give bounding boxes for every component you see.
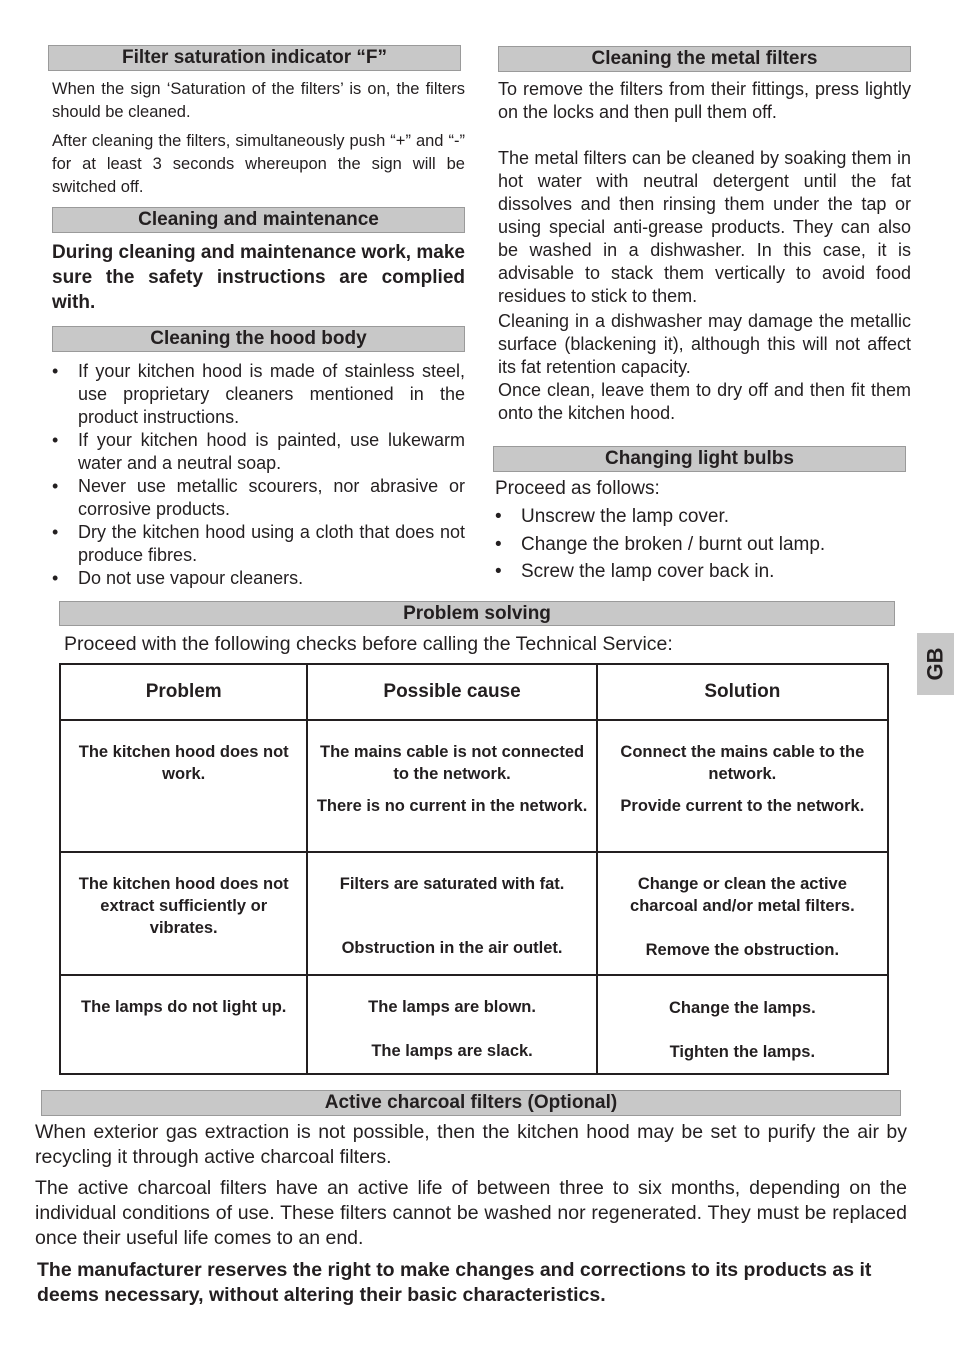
cause-text: The lamps are blown.	[368, 998, 536, 1016]
light-bulbs-heading: Changing light bulbs	[493, 446, 906, 472]
list-item: • If your kitchen hood is painted, use lukewarm water and a neutral soap.	[52, 429, 465, 475]
solution-text: Provide current to the network.	[620, 797, 865, 815]
metal-filters-text-1: To remove the filters from their fittings, press lightly on the locks and then pull them off.	[498, 79, 911, 122]
column-header-solution: Solution	[597, 664, 888, 720]
cause-cell	[307, 720, 596, 852]
charcoal-filters-text-2: The active charcoal filters have an active life of between three to six months, depending on the individual conditions of use. These filters cannot be washed nor regenerated. They must be replaced once their useful life comes to an end.	[35, 1177, 907, 1249]
filter-indicator-text-2: After cleaning the filters, simultaneously push “+” and “-” for at least 3 seconds whereupon the sign will be switched off.	[52, 132, 465, 196]
problem-text: The kitchen hood does not extract sufficiently or vibrates.	[78, 875, 289, 937]
list-item: • Do not use vapour cleaners.	[52, 567, 465, 590]
list-item: • If your kitchen hood is made of stainless steel, use proprietary cleaners mentioned in the product instructions.	[52, 360, 465, 429]
column-header-problem: Problem	[60, 664, 307, 720]
filter-indicator-heading: Filter saturation indicator “F”	[48, 45, 461, 71]
cause-cell	[307, 852, 596, 975]
list-item: • Never use metallic scourers, nor abrasive or corrosive products.	[52, 475, 465, 521]
solution-cell	[597, 720, 888, 852]
table-header-row	[60, 664, 888, 720]
list-item: • Unscrew the lamp cover.	[495, 503, 908, 531]
solution-text: Connect the mains cable to the network.	[620, 743, 865, 783]
column-header-cause: Possible cause	[307, 664, 596, 720]
filter-indicator-text-1: When the sign ‘Saturation of the filters’ is on, the filters should be cleaned.	[52, 80, 465, 121]
language-tab-label: GB	[922, 647, 948, 681]
list-item: • Dry the kitchen hood using a cloth that does not produce fibres.	[52, 521, 465, 567]
list-item: • Screw the lamp cover back in.	[495, 558, 908, 586]
problem-cell	[60, 720, 307, 852]
problem-solving-intro: Proceed with the following checks before calling the Technical Service:	[64, 633, 673, 655]
manufacturer-notice: The manufacturer reserves the right to make changes and corrections to its products as it deems necessary, without altering their basic characteristics.	[37, 1259, 872, 1306]
problem-solving-table	[59, 663, 889, 1075]
solution-text: Tighten the lamps.	[669, 1043, 816, 1061]
cause-text: There is no current in the network.	[316, 797, 588, 815]
solution-text: Change the lamps.	[669, 999, 816, 1017]
cause-text: The lamps are slack.	[371, 1042, 533, 1060]
metal-filters-text-3: Cleaning in a dishwasher may damage the metallic surface (blackening it), although this will not affect its fat retention capacity.	[498, 311, 911, 377]
cause-text: Obstruction in the air outlet.	[341, 939, 563, 957]
language-tab	[917, 633, 954, 695]
problem-solving-heading: Problem solving	[59, 601, 895, 626]
metal-filters-heading: Cleaning the metal filters	[498, 46, 911, 72]
safety-instructions-text: During cleaning and maintenance work, make sure the safety instructions are complied with.	[52, 242, 465, 313]
cause-cell	[307, 975, 596, 1074]
table-row	[60, 975, 888, 1074]
metal-filters-text-4: Once clean, leave them to dry off and then fit them onto the kitchen hood.	[498, 380, 911, 423]
light-bulbs-intro: Proceed as follows:	[495, 478, 660, 499]
problem-text: The lamps do not light up.	[81, 998, 287, 1016]
problem-text: The kitchen hood does not work.	[78, 743, 289, 783]
solution-text: Remove the obstruction.	[645, 941, 840, 959]
cause-text: Filters are saturated with fat.	[339, 875, 565, 893]
metal-filters-text-2: The metal filters can be cleaned by soaking them in hot water with neutral detergent until the fat dissolves and then rinsing them under the tap or using special anti-grease products. They can also be washed in a dishwasher. In this case, it is advisable to stack them vertically to avoid food residues to stick to them.	[498, 148, 911, 306]
light-bulbs-list	[495, 503, 908, 586]
cause-text: The mains cable is not connected to the network.	[320, 743, 585, 783]
charcoal-filters-text-1: When exterior gas extraction is not possible, then the kitchen hood may be set to purify the air by recycling it through active charcoal filters.	[35, 1121, 907, 1168]
solution-text: Change or clean the active charcoal and/or metal filters.	[630, 875, 855, 915]
table-row	[60, 852, 888, 975]
hood-body-heading: Cleaning the hood body	[52, 326, 465, 352]
hood-body-list	[52, 360, 465, 590]
charcoal-filters-heading: Active charcoal filters (Optional)	[41, 1090, 901, 1116]
cleaning-maintenance-heading: Cleaning and maintenance	[52, 207, 465, 233]
problem-cell	[60, 852, 307, 975]
problem-cell	[60, 975, 307, 1074]
list-item: • Change the broken / burnt out lamp.	[495, 531, 908, 559]
solution-cell	[597, 852, 888, 975]
table-row	[60, 720, 888, 852]
solution-cell	[597, 975, 888, 1074]
